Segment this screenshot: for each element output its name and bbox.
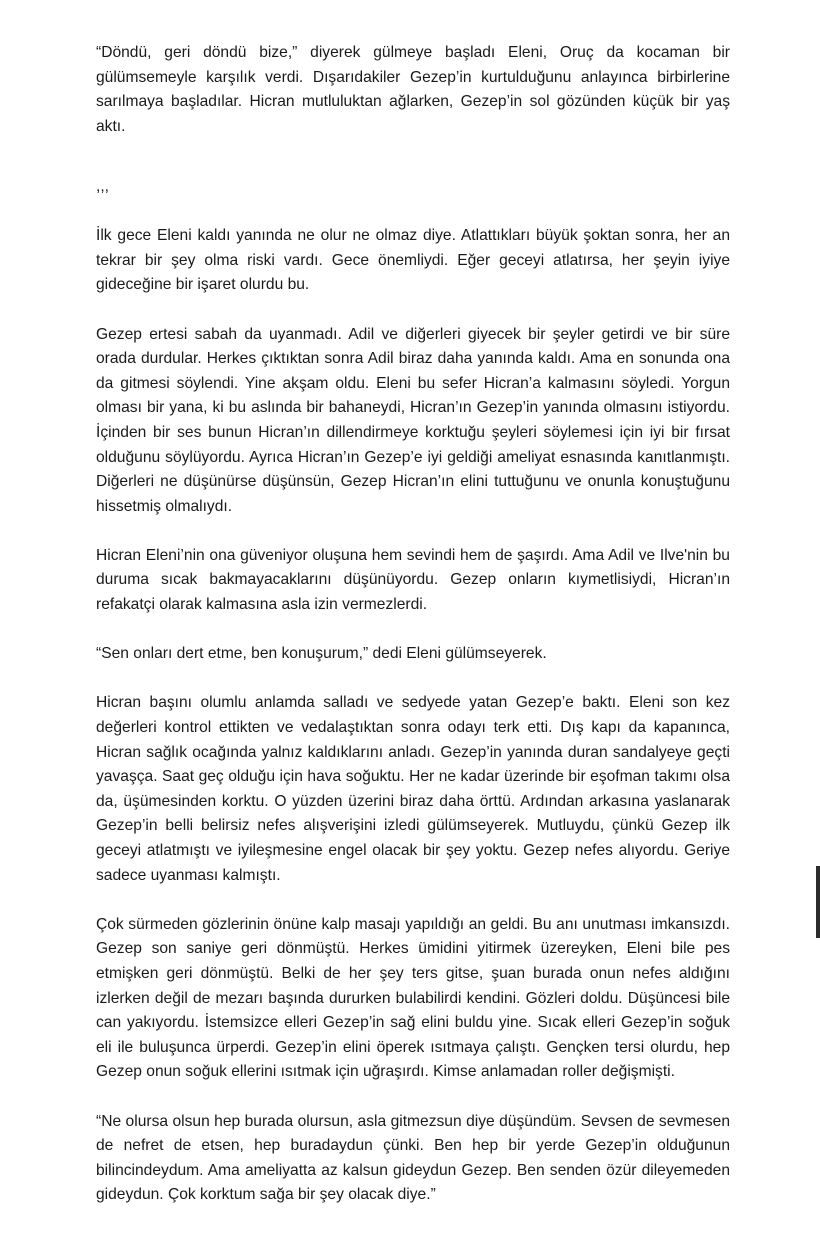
paragraph-6: Hicran başını olumlu anlamda salladı ve sedyede yatan Gezep’e baktı. Eleni son kez değerleri kontrol ettikten ve vedalaştıktan sonra odayı terk etti. Dış kapı da kapanınca, Hicran sağlık ocağında yalnız kaldıklarını anladı. Gezep’in yanında duran sandalyeye geçti yavaşça. Saat geç olduğu için hava soğuktu. Her ne kadar üzerinde bir eşofman takımı olsa da, üşümesinden korktu. O yüzden üzerini biraz daha örttü. Ardından arkasına yaslanarak Gezep’in belli belirsiz nefes alışverişini izledi gülümseyerek. Mutluydu, çünkü Gezep ilk geceyi atlatmıştı ve iyileşmesine engel olacak bir şey yoktu. Gezep nefes alıyordu. Geriye sadece uyanması kalmıştı. bbox=[96, 694, 730, 884]
paragraph-2: İlk gece Eleni kaldı yanında ne olur ne olmaz diye. Atlattıkları büyük şoktan sonra, her an tekrar bir şey olma riski vardı. Gece önemliydi. Eğer geceyi atlatırsa, her şeyin iyiye gideceğine bir işaret olurdu bu. bbox=[96, 227, 730, 294]
document-page bbox=[96, 41, 730, 1233]
page-edge-marker bbox=[816, 866, 820, 938]
section-separator: ,,, bbox=[96, 177, 109, 195]
paragraph-5: “Sen onları dert etme, ben konuşurum,” dedi Eleni gülümseyerek. bbox=[96, 645, 547, 663]
paragraph-3: Gezep ertesi sabah da uyanmadı. Adil ve diğerleri giyecek bir şeyler getirdi ve bir süre orada durdular. Herkes çıktıktan sonra Adil biraz daha yanında kaldı. Ama en sonunda ona da gitmesi söylendi. Yine akşam oldu. Eleni bu sefer Hicran’a kalmasını söyledi. Yorgun olması bir yana, ki bu aslında bir bahaneydi, Hicran’ın Gezep’in yanında olmasını istiyordu. İçinden bir ses bunun Hicran’ın dillendirmeye korktuğu şeyleri söylemesi için iyi bir fırsat olduğunu söylüyordu. Ayrıca Hicran’ın Gezep’e iyi geldiği ameliyat esnasında kanıtlanmıştı. Diğerleri ne düşünürse düşünsün, Gezep Hicran’ın elini tuttuğunu ve onunla konuştuğunu hissetmiş olmalıydı. bbox=[96, 325, 730, 515]
paragraph-8: “Ne olursa olsun hep burada olursun, asla gitmezsun diye düşündüm. Sevsen de sevmesen de nefret de etsen, hep buradaydun çünki. Ben hep bir yerde Gezep’in olduğunun bilincindeydum. Ama ameliyatta az kalsun gideydun Gezep. Ben senden özür dileyemeden gideydun. Çok korktum sağa bir şey olacak diye.” bbox=[96, 1112, 730, 1204]
paragraph-7: Çok sürmeden gözlerinin önüne kalp masajı yapıldığı an geldi. Bu anı unutması imkansızdı. Gezep son saniye geri dönmüştü. Herkes ümidini yitirmek üzereyken, Eleni bile pes etmişken geri dönmüştü. Belki de her şey ters gitse, şuan burada onun nefes aldığını izlerken değil de mezarı başında dururken bulabilirdi kendini. Gözleri doldu. Düşüncesi bile can yakıyordu. İstemsizce elleri Gezep’in sağ elini buldu yine. Sıcak elleri Gezep’in soğuk eli ile buluşunca ürperdi. Gezep’in elini öperek ısıtmaya çalıştı. Gençken tersi olurdu, hep Gezep onun soğuk ellerini ısıtmak için uğraşırdı. Kimse anlamadan roller değişmişti. bbox=[96, 915, 730, 1081]
paragraph-1: “Döndü, geri döndü bize,” diyerek gülmeye başladı Eleni, Oruç da kocaman bir gülümsemeyle karşılık verdi. Dışarıdakiler Gezep’in kurtulduğunu anlayınca birbirlerine sarılmaya başladılar. Hicran mutluluktan ağlarken, Gezep’in sol gözünden küçük bir yaş aktı. bbox=[96, 44, 730, 135]
paragraph-4: Hicran Eleni’nin ona güveniyor oluşuna hem sevindi hem de şaşırdı. Ama Adil ve Ilve'nin bu duruma sıcak bakmayacaklarını düşünüyordu. Gezep onların kıymetlisiydi, Hicran’ın refakatçi olarak kalmasına asla izin vermezlerdi. bbox=[96, 546, 730, 614]
